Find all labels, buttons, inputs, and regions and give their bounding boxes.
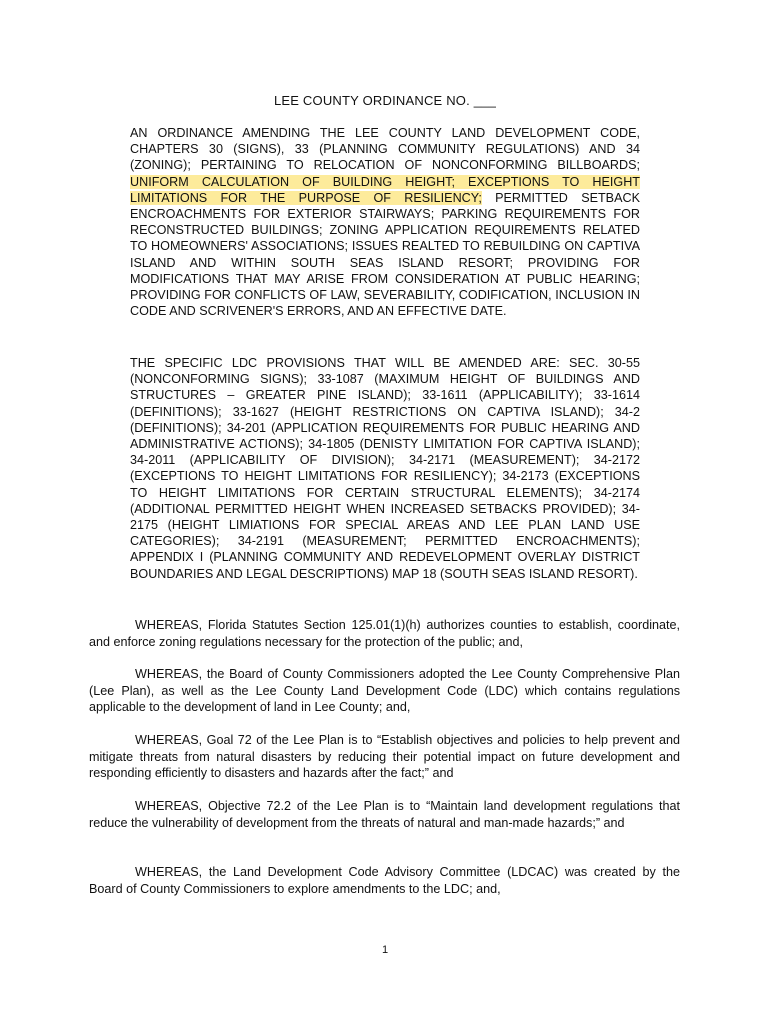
summary-text-start: AN ORDINANCE AMENDING THE LEE COUNTY LAND DEVELOPMENT CODE, CHAPTERS 30 (SIGNS), 33 (PLANNING COMMUNITY REGULATIONS) AND 34 (ZONING); PERTAINING TO RELOCATION OF NONCONFORMING BILLBOARDS; (130, 126, 640, 173)
whereas-paragraph-5: WHEREAS, the Land Development Code Advisory Committee (LDCAC) was created by the Board of County Commissioners to explore amendments to the LDC; and, (89, 865, 680, 896)
whereas-paragraph-2: WHEREAS, the Board of County Commissioners adopted the Lee County Comprehensive Plan (Lee Plan), as well as the Lee County Land Development Code (LDC) which contains regulations applicable to the development of land in Lee County; and, (89, 667, 680, 715)
ordinance-summary (130, 125, 640, 319)
whereas-paragraph-3: WHEREAS, Goal 72 of the Lee Plan is to “Establish objectives and policies to help prevent and mitigate threats from natural disasters by reducing their potential impact on future development and responding efficiently to disasters and hazards after the fact;” and (89, 733, 680, 781)
amended-provisions-paragraph: THE SPECIFIC LDC PROVISIONS THAT WILL BE AMENDED ARE: SEC. 30-55 (NONCONFORMING SIGNS); 33-1087 (MAXIMUM HEIGHT OF BUILDINGS AND STRUCTURES – GREATER PINE ISLAND); 33-1611 (APPLICABILITY); 33-1614 (DEFINITIONS); 33-1627 (HEIGHT RESTRICTIONS ON CAPTIVA ISLAND); 34-2 (DEFINITIONS); 34-201 (APPLICATION REQUIREMENTS FOR PUBLIC HEARING AND ADMINISTRATIVE ACTIONS); 34-1805 (DENISTY LIMITATION FOR CAPTIVA ISLAND); 34-2011 (APPLICABILITY OF DIVISION); 34-2171 (MEASUREMENT); 34-2172 (EXCEPTIONS TO HEIGHT LIMITATIONS FOR RESILIENCY); 34-2173 (EXCEPTIONS TO HEIGHT LIMITATIONS FOR CERTAIN STRUCTURAL ELEMENTS); 34-2174 (ADDITIONAL PERMITTED HEIGHT WHEN INCREASED SETBACKS PROVIDED); 34-2175 (HEIGHT LIMIATIONS FOR SPECIAL AREAS AND LEE PLAN LAND USE CATEGORIES); 34-2191 (MEASUREMENT; PERMITTED ENCROACHMENTS); APPENDIX I (PLANNING COMMUNITY AND REDEVELOPMENT OVERLAY DISTRICT BOUNDARIES AND LEGAL DESCRIPTIONS) MAP 18 (SOUTH SEAS ISLAND RESORT). (130, 356, 640, 581)
whereas-paragraph-1: WHEREAS, Florida Statutes Section 125.01(1)(h) authorizes counties to establish, coordinate, and enforce zoning regulations necessary for the protection of the public; and, (89, 618, 680, 649)
whereas-paragraph-4: WHEREAS, Objective 72.2 of the Lee Plan is to “Maintain land development regulations that reduce the vulnerability of development from the threats of natural and man-made hazards;” and (89, 799, 680, 830)
ordinance-title: LEE COUNTY ORDINANCE NO. ___ (273, 93, 497, 108)
page-number: 1 (381, 944, 389, 956)
summary-text-end: PERMITTED SETBACK ENCROACHMENTS FOR EXTERIOR STAIRWAYS; PARKING REQUIREMENTS FOR RECONSTRUCTED BUILDINGS; ZONING APPLICATION REQUIREMENTS RELATED TO HOMEOWNERS' ASSOCIATIONS; ISSUES REALTED TO REBUILDING ON CAPTIVA ISLAND AND WITHIN SOUTH SEAS ISLAND RESORT; PROVIDING FOR MODIFICATIONS THAT MAY ARISE FROM CONSIDERATION AT PUBLIC HEARING; PROVIDING FOR CONFLICTS OF LAW, SEVERABILITY, CODIFICATION, INCLUSION IN CODE AND SCRIVENER'S ERRORS, AND AN EFFECTIVE DATE. (130, 190, 640, 319)
highlighted-text: UNIFORM CALCULATION OF BUILDING HEIGHT; EXCEPTIONS TO HEIGHT LIMITATIONS FOR THE PURPOSE OF RESILIENCY; (130, 174, 640, 205)
